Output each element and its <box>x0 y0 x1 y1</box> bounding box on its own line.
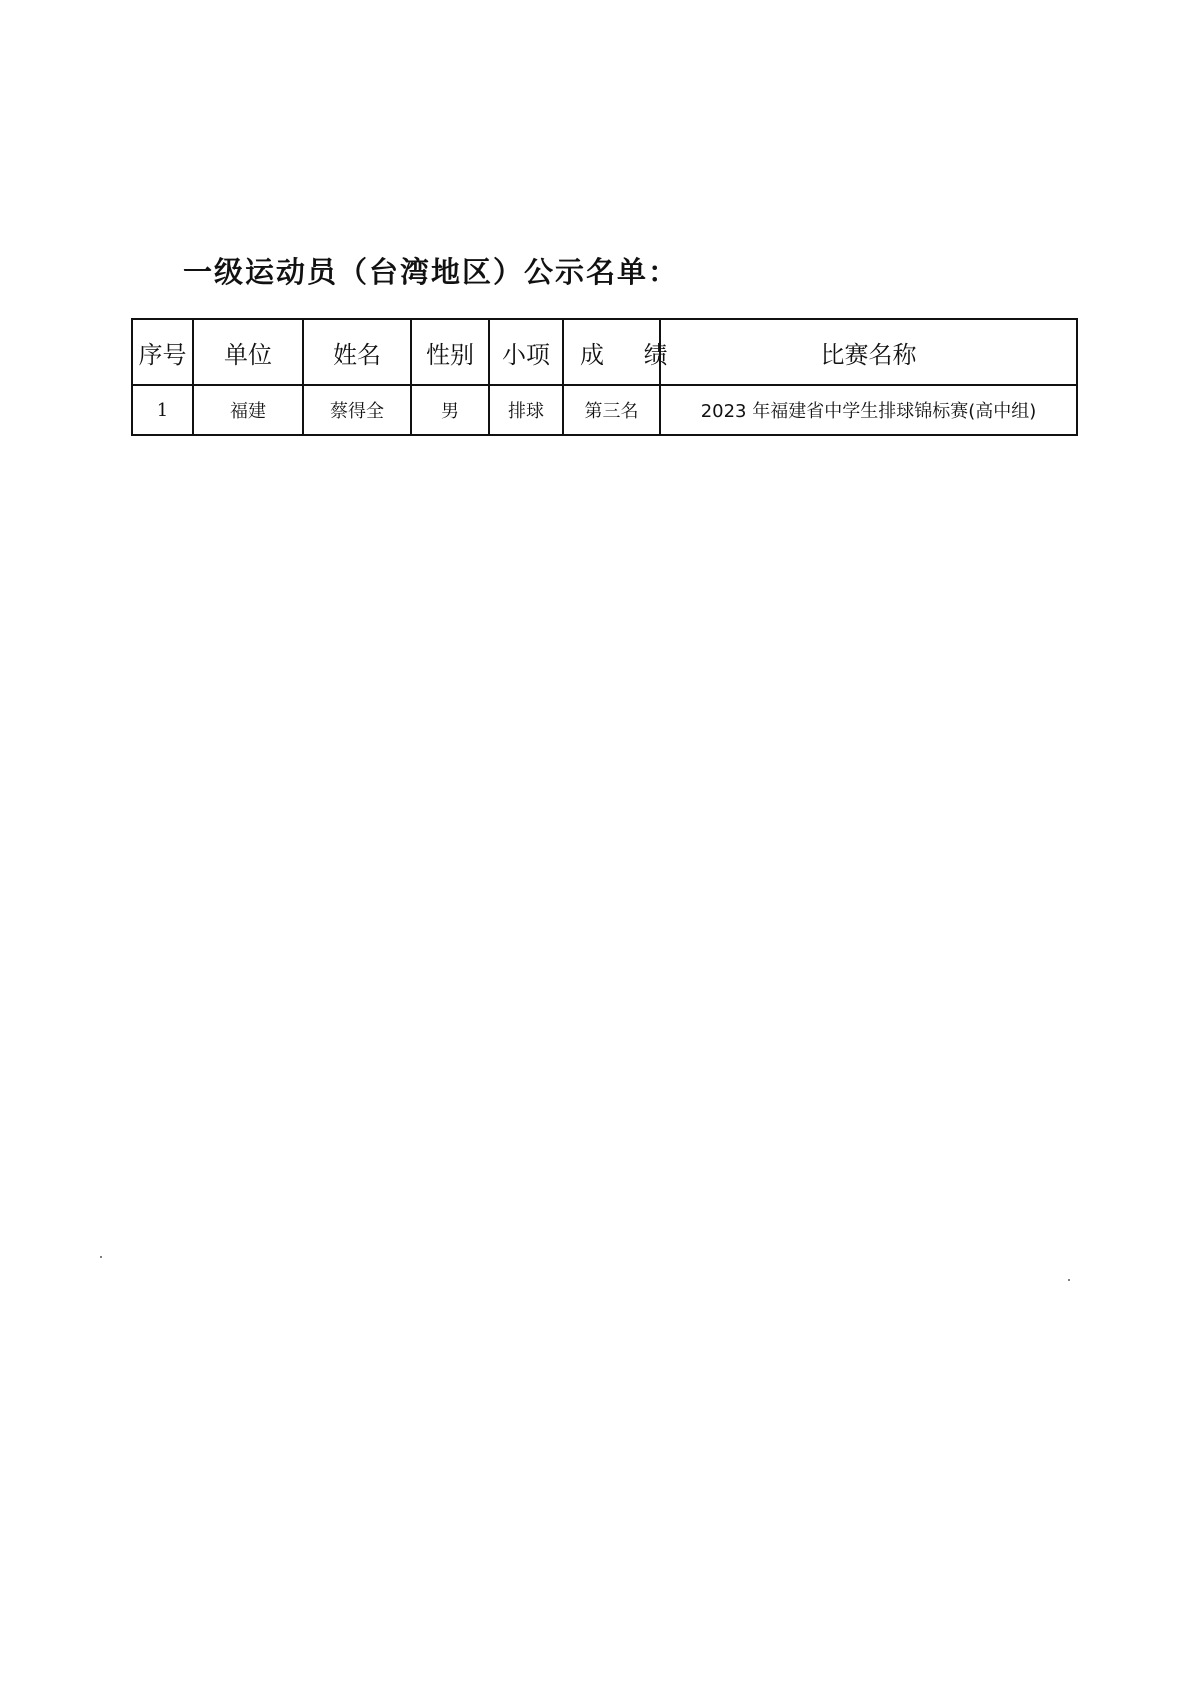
scan-speck <box>1068 1279 1070 1281</box>
cell-gender: 男 <box>411 385 489 435</box>
cell-index: 1 <box>132 385 193 435</box>
table-row <box>132 385 1077 435</box>
athlete-roster-table <box>131 318 1078 436</box>
cell-result: 第三名 <box>563 385 660 435</box>
header-unit: 单位 <box>193 319 303 385</box>
cell-name: 蔡得全 <box>303 385 411 435</box>
header-name: 姓名 <box>303 319 411 385</box>
scan-speck <box>100 1256 102 1258</box>
cell-event: 排球 <box>489 385 563 435</box>
header-event: 小项 <box>489 319 563 385</box>
header-gender: 性别 <box>411 319 489 385</box>
cell-competition: 2023 年福建省中学生排球锦标赛(高中组) <box>660 385 1077 435</box>
header-result: 成 绩 <box>563 319 660 385</box>
header-competition: 比赛名称 <box>660 319 1077 385</box>
document-title: 一级运动员（台湾地区）公示名单： <box>183 255 680 289</box>
table-header-row <box>132 319 1077 385</box>
header-index: 序号 <box>132 319 193 385</box>
cell-unit: 福建 <box>193 385 303 435</box>
